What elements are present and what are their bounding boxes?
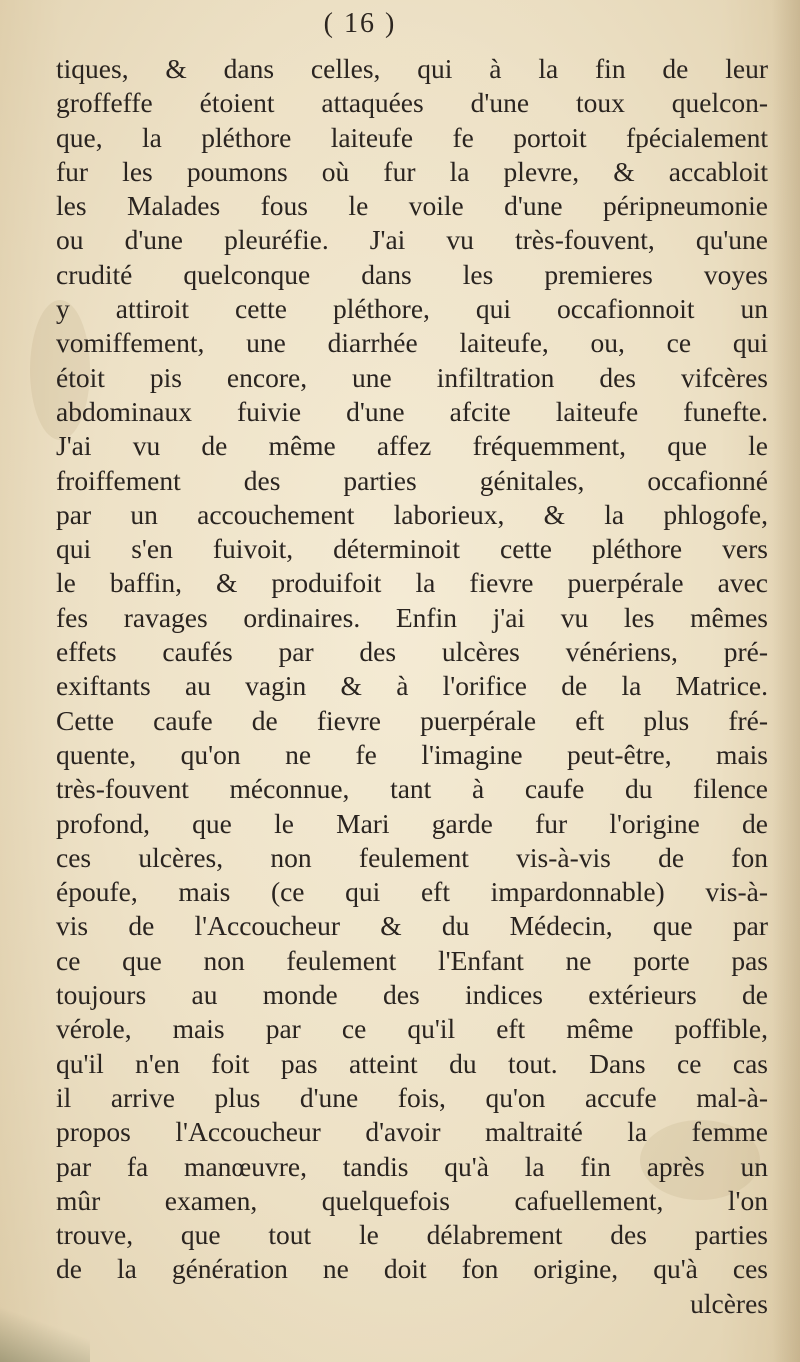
text-line: effets caufés par des ulcères vénériens, pré- (56, 636, 768, 668)
text-line: le baffin, & produifoit la fievre puerpérale avec (56, 567, 768, 599)
text-line: fes ravages ordinaires. Enfin j'ai vu les mêmes (56, 601, 768, 633)
page-number: ( 16 ) (323, 8, 397, 39)
text-line: Cette caufe de fievre puerpérale eft plus fré- (56, 704, 768, 736)
text-line: fur les poumons où fur la plevre, & accabloit (56, 155, 768, 187)
text-line: par un accouchement laborieux, & la phlogofe, (56, 498, 768, 530)
text-line: il arrive plus d'une fois, qu'on accufe mal-à- (56, 1081, 768, 1113)
text-line: mûr examen, quelquefois cafuellement, l'on (56, 1184, 768, 1216)
text-line: exiftants au vagin & à l'orifice de la Matrice. (56, 670, 768, 702)
text-line: profond, que le Mari garde fur l'origine de (56, 807, 768, 839)
text-line: quente, qu'on ne fe l'imagine peut-être, mais (56, 738, 768, 770)
text-line: propos l'Accoucheur d'avoir maltraité la femme (56, 1116, 768, 1148)
text-line: ces ulcères, non feulement vis-à-vis de fon (56, 841, 768, 873)
text-line: y attiroit cette pléthore, qui occafionnoit un (56, 293, 768, 325)
text-line: époufe, mais (ce qui eft impardonnable) vis-à- (56, 876, 768, 908)
text-line: par fa manœuvre, tandis qu'à la fin après un (56, 1150, 768, 1182)
text-line: ce que non feulement l'Enfant ne porte pas (56, 944, 768, 976)
text-line: vomiffement, une diarrhée laiteufe, ou, ce qui (56, 327, 768, 359)
text-line: J'ai vu de même affez fréquemment, que le (56, 430, 768, 462)
text-line: abdominaux fuivie d'une afcite laiteufe funefte. (56, 395, 768, 427)
text-line: qui s'en fuivoit, déterminoit cette pléthore vers (56, 533, 768, 565)
text-line: très-fouvent méconnue, tant à caufe du filence (56, 773, 768, 805)
text-line: les Malades fous le voile d'une péripneumonie (56, 190, 768, 222)
text-line: toujours au monde des indices extérieurs de (56, 979, 768, 1011)
page-edge-shadow (772, 0, 800, 1362)
text-line: que, la pléthore laiteufe fe portoit fpécialement (56, 121, 768, 153)
text-line: ou d'une pleuréfie. J'ai vu très-fouvent, qu'une (56, 224, 768, 256)
text-line: étoit pis encore, une infiltration des vifcères (56, 361, 768, 393)
text-line: groffeffe étoient attaquées d'une toux quelcon- (56, 87, 768, 119)
text-line: froiffement des parties génitales, occafionné (56, 464, 768, 496)
text-line: de la génération ne doit fon origine, qu'à ces (56, 1253, 768, 1285)
catchword: ulcères (690, 1287, 768, 1319)
text-line: vis de l'Accoucheur & du Médecin, que par (56, 910, 768, 942)
text-line: trouve, que tout le délabrement des parties (56, 1219, 768, 1251)
body-text (56, 52, 768, 1321)
text-line: qu'il n'en foit pas atteint du tout. Dans ce cas (56, 1047, 768, 1079)
text-line: vérole, mais par ce qu'il eft même poffible, (56, 1013, 768, 1045)
text-line: crudité quelconque dans les premieres voyes (56, 258, 768, 290)
text-line: tiques, & dans celles, qui à la fin de leur (56, 53, 768, 84)
